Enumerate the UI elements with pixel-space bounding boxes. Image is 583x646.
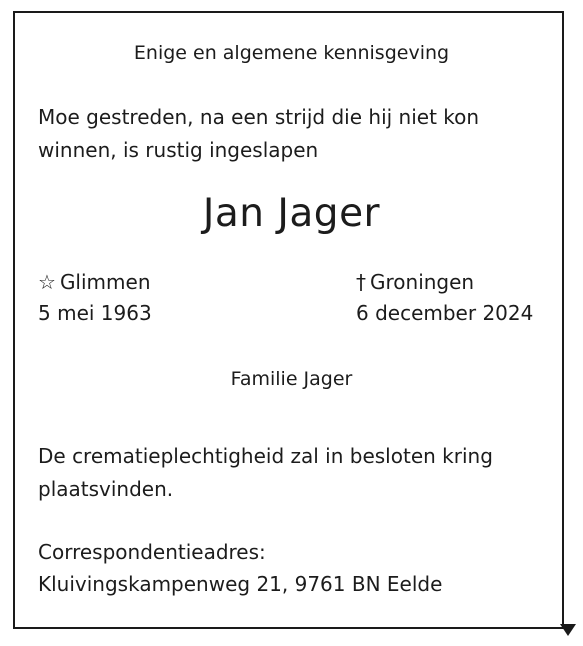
death-place-label: Groningen <box>370 270 475 294</box>
correspondence-label: Correspondentieadres: <box>38 540 266 564</box>
deceased-name: Jan Jager <box>202 191 381 236</box>
cremation-line-1: De crematieplechtigheid zal in besloten kring <box>38 444 493 468</box>
death-place <box>356 272 474 292</box>
cremation-line-2: plaatsvinden. <box>38 477 174 501</box>
intro-line-1: Moe gestreden, na een strijd die hij niet kon <box>38 105 480 129</box>
correspondence-address: Kluivingskampenweg 21, 9761 BN Eelde <box>38 572 443 596</box>
death-date: 6 december 2024 <box>356 301 534 325</box>
birth-place <box>38 272 151 292</box>
birth-place-label: Glimmen <box>59 270 151 294</box>
family-signature: Familie Jager <box>230 368 353 390</box>
star-icon: ☆ <box>38 270 56 294</box>
cross-icon: † <box>356 270 366 294</box>
birth-date: 5 mei 1963 <box>38 301 152 325</box>
arrow-down-icon[interactable] <box>560 624 576 636</box>
intro-line-2: winnen, is rustig ingeslapen <box>38 138 319 162</box>
notice-header: Enige en algemene kennisgeving <box>133 42 450 64</box>
